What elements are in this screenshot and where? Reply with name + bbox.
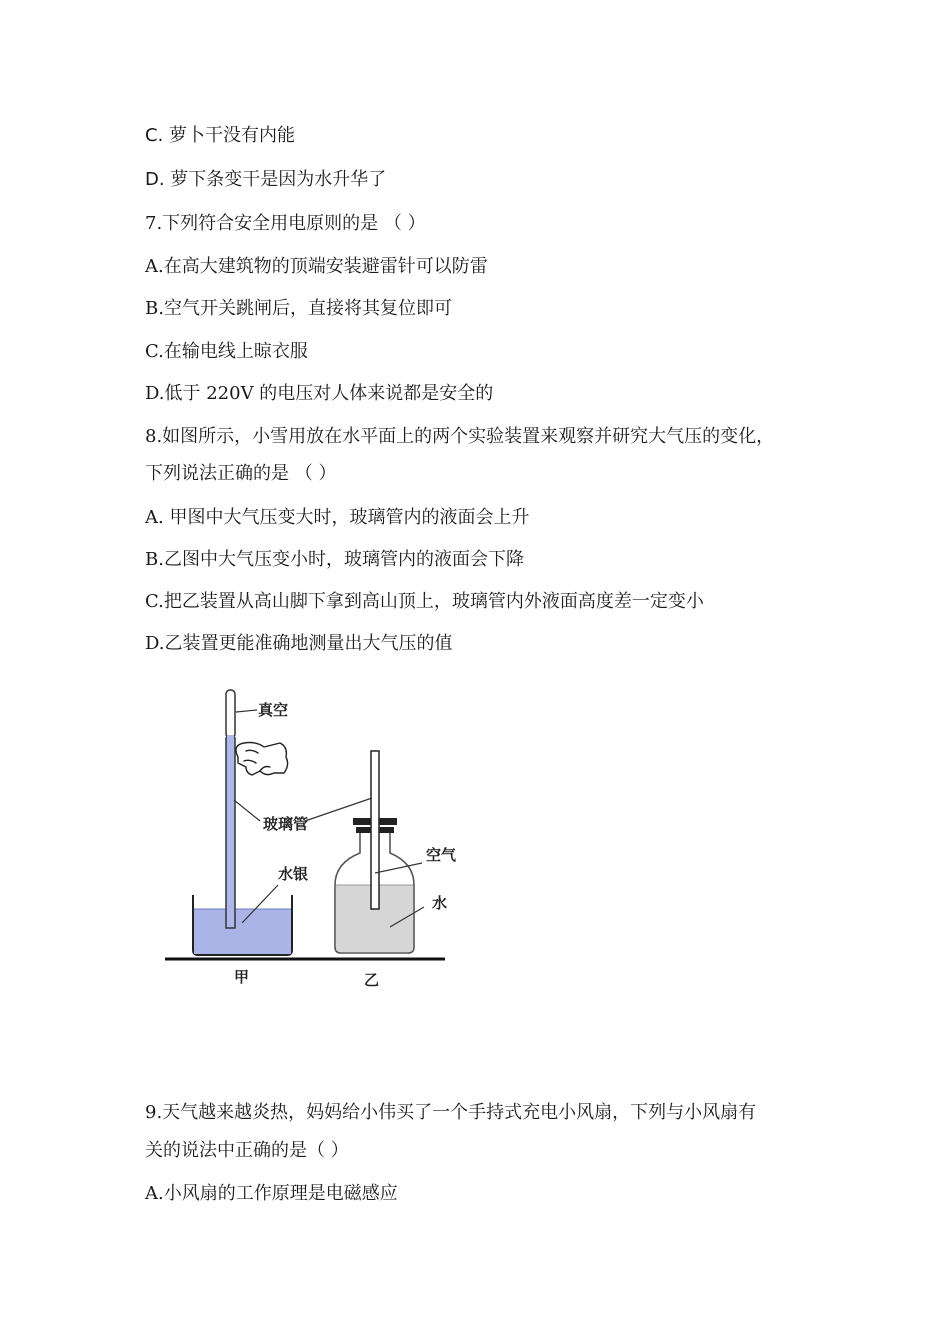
q7-option-a: A.在高大建筑物的顶端安装避雷针可以防雷: [145, 256, 488, 277]
q7-option-c: C.在输电线上晾衣服: [145, 341, 308, 362]
q6-option-d: D. 萝下条变干是因为水升华了: [145, 169, 387, 190]
q7-stem: 7.下列符合安全用电原则的是 （ ）: [145, 213, 426, 234]
label-water: 水: [432, 894, 448, 912]
label-mercury: 水银: [278, 865, 309, 883]
q7-option-d: D.低于 220V 的电压对人体来说都是安全的: [145, 383, 494, 404]
q8-option-d: D.乙装置更能准确地测量出大气压的值: [145, 633, 453, 654]
q8-stem-line-2: 下列说法正确的是 （ ）: [145, 463, 337, 484]
barometer-diagram: [160, 685, 460, 995]
q7-option-b: B.空气开关跳闸后，直接将其复位即可: [145, 298, 452, 319]
caption-yi: 乙: [364, 971, 380, 989]
label-air: 空气: [426, 846, 457, 864]
q8-option-b: B.乙图中大气压变小时，玻璃管内的液面会下降: [145, 549, 524, 570]
hand-icon: [236, 743, 288, 776]
q9-stem-line-2: 关的说法中正确的是（ ）: [145, 1140, 349, 1161]
label-glass-tube: 玻璃管: [263, 815, 309, 833]
mercury-liquid: [194, 909, 291, 954]
q9-stem-line-1: 9.天气越来越炎热，妈妈给小伟买了一个手持式充电小风扇，下列与小风扇有: [145, 1102, 757, 1123]
caption-jia: 甲: [234, 968, 250, 986]
q9-option-a: A.小风扇的工作原理是电磁感应: [145, 1183, 398, 1204]
q6-option-c: C. 萝卜干没有内能: [145, 125, 296, 146]
q8-stem-line-1: 8.如图所示，小雪用放在水平面上的两个实验装置来观察并研究大气压的变化，: [145, 426, 775, 447]
q8-option-a: A. 甲图中大气压变大时，玻璃管内的液面会上升: [145, 507, 530, 528]
torricelli-tube-vacuum: [226, 690, 235, 738]
torricelli-tube-mercury-column: [226, 738, 235, 928]
label-vacuum: 真空: [258, 701, 289, 719]
bottle-glass-tube: [371, 751, 379, 909]
q8-option-c: C.把乙装置从高山脚下拿到高山顶上，玻璃管内外液面高度差一定变小: [145, 591, 704, 612]
